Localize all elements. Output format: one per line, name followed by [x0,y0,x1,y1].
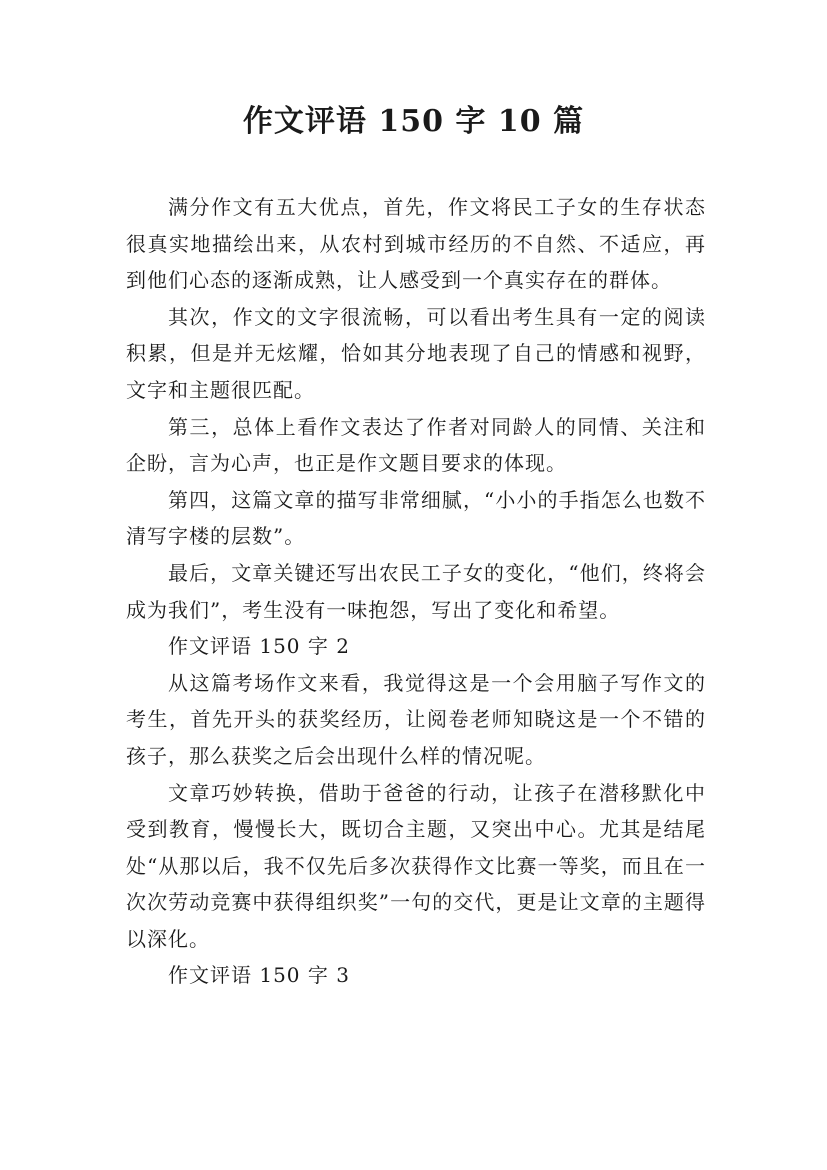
paragraph: 第三，总体上看作文表达了作者对同龄人的同情、关注和企盼，言为心声，也正是作文题目要求的体现。 [126,414,706,476]
document-title: 作文评语 150 字 10 篇 [242,104,585,139]
paragraph: 文章巧妙转换，借助于爸爸的行动，让孩子在潜移默化中受到教育，慢慢长大，既切合主题，又突出中心。尤其是结尾处“从那以后，我不仅先后多次获得作文比赛一等奖，而且在一次次劳动竞赛中获得组织奖”一句的交代，更是让文章的主题得以深化。 [126,780,706,951]
section-heading: 作文评语 150 字 2 [168,634,350,659]
paragraph: 第四，这篇文章的描写非常细腻，“小小的手指怎么也数不清写字楼的层数”。 [126,487,706,549]
section-heading: 作文评语 150 字 3 [168,963,350,988]
paragraph: 最后，文章关键还写出农民工子女的变化，“他们，终将会成为我们”，考生没有一味抱怨，写出了变化和希望。 [126,560,706,622]
paragraph: 从这篇考场作文来看，我觉得这是一个会用脑子写作文的考生，首先开头的获奖经历，让阅卷老师知晓这是一个不错的孩子，那么获奖之后会出现什么样的情况呢。 [126,670,706,768]
paragraph: 满分作文有五大优点，首先，作文将民工子女的生存状态很真实地描绘出来，从农村到城市经历的不自然、不适应，再到他们心态的逐渐成熟，让人感受到一个真实存在的群体。 [126,195,706,293]
paragraph: 其次，作文的文字很流畅，可以看出考生具有一定的阅读积累，但是并无炫耀，恰如其分地表现了自己的情感和视野，文字和主题很匹配。 [126,304,706,402]
document-body [126,189,706,994]
